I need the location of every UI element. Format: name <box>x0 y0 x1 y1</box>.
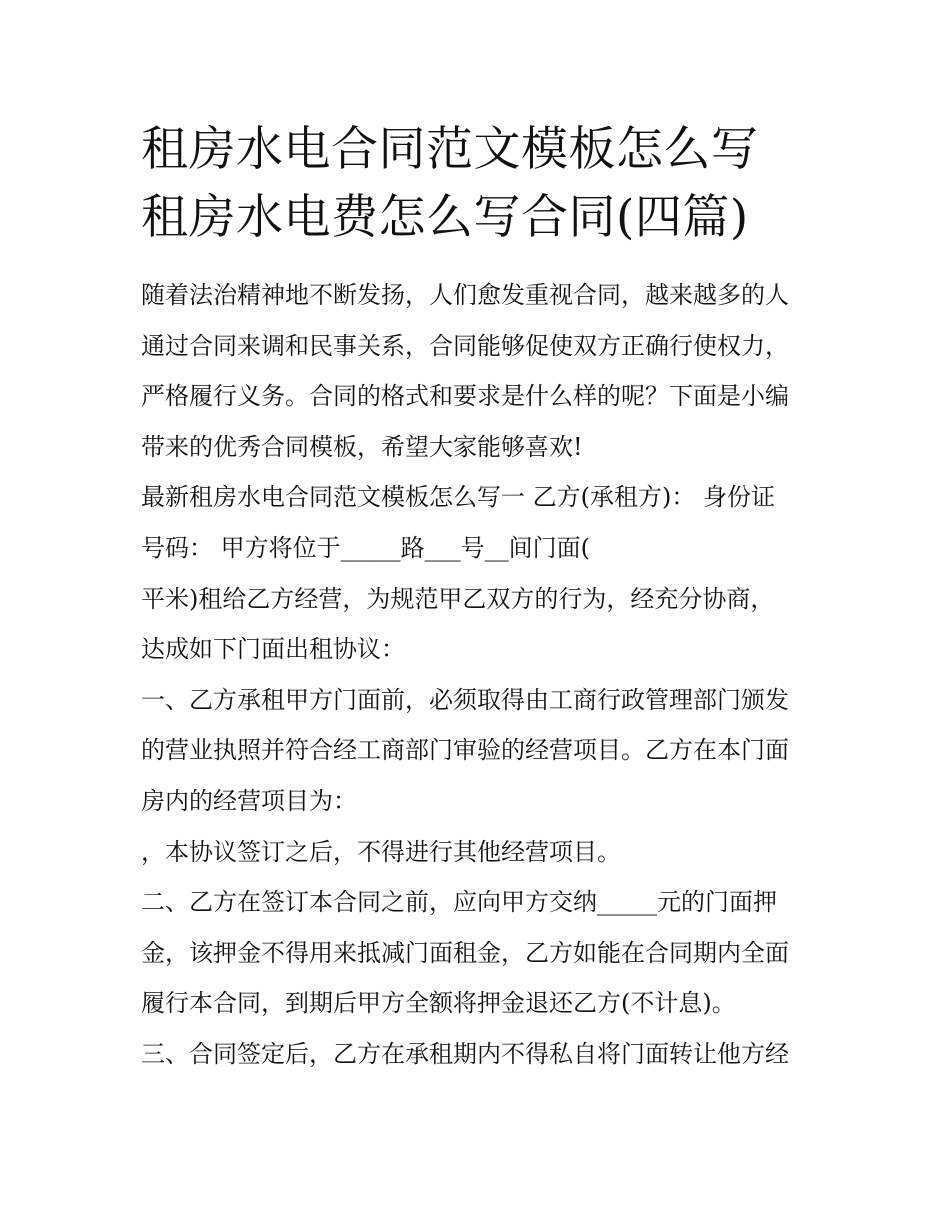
title-line-2: 租房水电费怎么写合同(四篇) <box>141 190 749 245</box>
body-line: ，本协议签订之后，不得进行其他经营项目。 <box>141 837 621 866</box>
body-line: 履行本合同，到期后甲方全额将押金退还乙方(不计息)。 <box>141 989 736 1018</box>
body-line: 通过合同来调和民事关系，合同能够促使双方正确行使权力， <box>141 331 789 360</box>
body-line: 达成如下门面出租协议： <box>141 635 405 664</box>
body-line: 一、乙方承租甲方门面前，必须取得由工商行政管理部门颁发 <box>141 685 789 714</box>
document-body <box>141 270 821 1080</box>
body-line: 房内的经营项目为： <box>141 786 357 815</box>
body-line: 号码： 甲方将位于_____路___号__间门面( <box>141 533 590 562</box>
body-line: 严格履行义务。合同的格式和要求是什么样的呢？下面是小编 <box>141 382 789 411</box>
body-line: 三、合同签定后，乙方在承租期内不得私自将门面转让他方经 <box>141 1039 789 1068</box>
body-line: 随着法治精神地不断发扬，人们愈发重视合同，越来越多的人 <box>141 281 789 309</box>
body-line: 金，该押金不得用来抵减门面租金，乙方如能在合同期内全面 <box>141 938 789 967</box>
document-title <box>141 116 821 252</box>
body-line: 最新租房水电合同范文模板怎么写一 乙方(承租方)： 身份证 <box>141 483 775 512</box>
body-line: 平米)租给乙方经营，为规范甲乙双方的行为，经充分协商， <box>141 584 775 613</box>
body-line: 带来的优秀合同模板，希望大家能够喜欢! <box>141 432 583 461</box>
document-page <box>141 116 821 1080</box>
body-line: 的营业执照并符合经工商部门审验的经营项目。乙方在本门面 <box>141 736 789 765</box>
body-line: 二、乙方在签订本合同之前，应向甲方交纳_____元的门面押 <box>141 888 777 917</box>
title-line-1: 租房水电合同范文模板怎么写 <box>141 122 759 177</box>
